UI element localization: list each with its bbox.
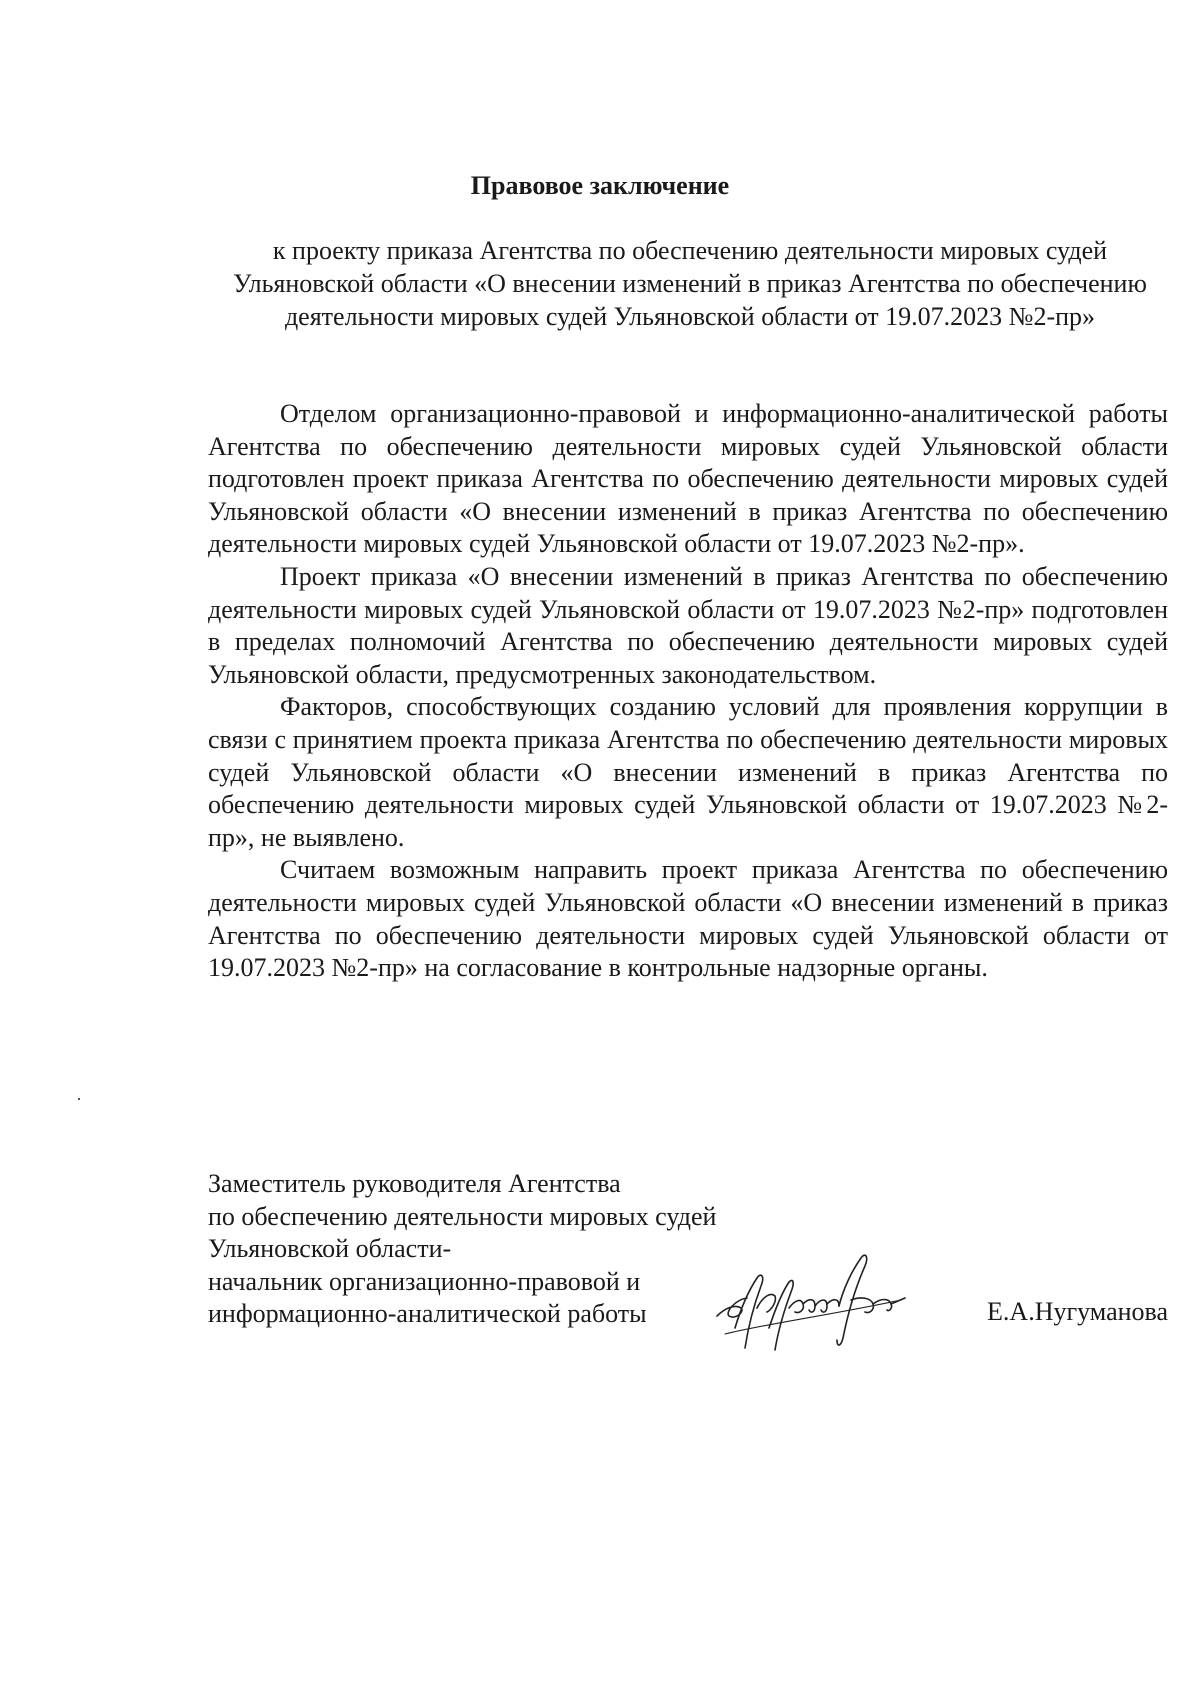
paragraph-2: Проект приказа «О внесении изменений в приказ Агентства по обеспечению деятельности мировых судей Ульяновской области от 19.07.2023 №2-пр» подготовлен в пределах полномочий Агентства по обеспечению деятельности мировых судей Ульяновской области, предусмотренных законодательством. (208, 561, 1168, 689)
document-title: Правовое заключение (470, 171, 730, 200)
paragraph-3: Факторов, способствующих созданию условий для проявления коррупции в связи с принятием проекта приказа Агентства по обеспечению деятельности мировых судей Ульяновской области «О внесении изменений в приказ Агентства по обеспечению деятельности мировых судей Ульяновской области от 19.07.2023 №2-пр», не выявлено. (208, 692, 1168, 852)
scan-speck (78, 1098, 80, 1100)
signatory-name: Е.А.Нугуманова (987, 1297, 1168, 1326)
document-body (208, 398, 1168, 985)
signatory-position (208, 1168, 728, 1331)
document-subtitle: к проекту приказа Агентства по обеспечению деятельности мировых судей Ульяновской области «О внесении изменений в приказ Агентства по обеспечению деятельности мировых судей Ульяновской области от 19.07.2023 №2-пр» (233, 236, 1147, 331)
position-line-2: по обеспечению деятельности мировых судей (208, 1201, 717, 1231)
handwritten-signature (705, 1238, 915, 1358)
position-line-1: Заместитель руководителя Агентства (208, 1169, 621, 1198)
position-line-4: начальник организационно-правовой и (208, 1266, 641, 1296)
position-line-5: информационно-аналитической работы (208, 1299, 647, 1328)
position-line-3: Ульяновской области- (208, 1234, 452, 1263)
paragraph-4: Считаем возможным направить проект приказа Агентства по обеспечению деятельности мировых судей Ульяновской области «О внесении изменений в приказ Агентства по обеспечению деятельности мировых судей Ульяновской области от 19.07.2023 №2-пр» на согласование в контрольные надзорные органы. (208, 855, 1168, 983)
paragraph-1: Отделом организационно-правовой и информационно-аналитической работы Агентства по обеспечению деятельности мировых судей Ульяновской области подготовлен проект приказа Агентства по обеспечению деятельности мировых судей Ульяновской области «О внесении изменений в приказ Агентства по обеспечению деятельности мировых судей Ульяновской области от 19.07.2023 №2-пр». (208, 399, 1168, 559)
